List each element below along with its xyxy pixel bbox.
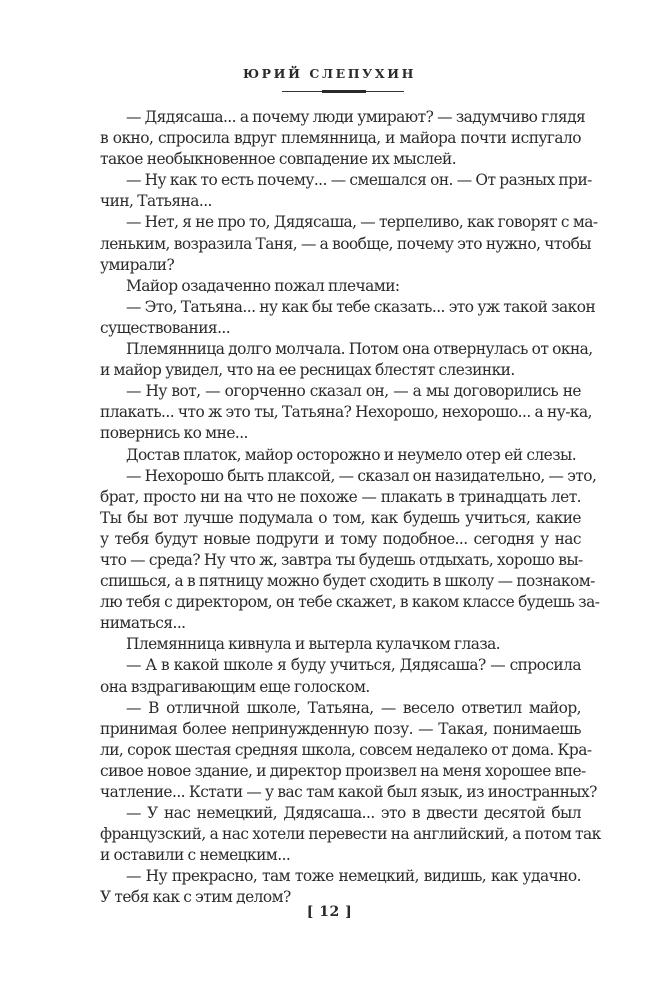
text-line: ли, сорок шестая средняя школа, совсем недалеко от дома. Кра- — [100, 740, 592, 759]
text-line: принимая более непринужденную позу. — Такая, понимаешь — [100, 719, 581, 738]
text-line: Племянница долго молчала. Потом она отвернулась от окна, — [126, 340, 593, 359]
text-line: умирали? — [100, 255, 175, 274]
text-line: спишься, а в пятницу можно будет сходить в школу — познаком- — [100, 572, 595, 591]
text-line: в окно, спросила вдруг племянница, и майора почти испугало — [100, 129, 581, 148]
text-line: такое необыкновенное совпадение их мыслей. — [100, 150, 457, 169]
page-number: [ 12 ] — [306, 904, 353, 920]
text-line: сивое новое здание, и директор произвел на меня хорошее впе- — [100, 761, 586, 780]
text-line: лю тебя с директором, он тебе скажет, в каком классе будешь за- — [100, 593, 600, 612]
text-line: у тебя будут новые подруги и тому подобное... сегодня у нас — [100, 529, 581, 548]
text-line: — Нет, я не про то, Дядясаша, — терпеливо, как говорят с ма- — [126, 213, 598, 232]
text-line: — Дядясаша... а почему люди умирают? — задумчиво глядя — [126, 108, 586, 126]
text-line: — В отличной школе, Татьяна, — весело ответил майор, — [126, 698, 581, 717]
text-line: — А в какой школе я буду учиться, Дядясаша? — спросила — [126, 656, 581, 675]
text-line: она вздрагивающим еще голоском. — [100, 677, 370, 696]
text-line: существования... — [100, 318, 231, 337]
text-line: — Ну прекрасно, там тоже немецкий, видишь, как удачно. — [126, 867, 581, 886]
text-line: Племянница кивнула и вытерла кулачком глаза. — [126, 635, 501, 654]
text-line: и оставили с немецким... — [100, 846, 291, 865]
running-head-author: ЮРИЙ СЛЕПУХИН — [242, 66, 417, 81]
text-line: — Это, Татьяна... ну как бы тебе сказать... это уж такой закон — [126, 297, 596, 316]
body-text — [100, 107, 601, 909]
header-rule-ornament — [322, 90, 366, 93]
text-line: — У нас немецкий, Дядясаша... это в двести десятой был — [126, 804, 581, 823]
text-line: — Нехорошо быть плаксой, — сказал он назидательно, — это, — [126, 466, 597, 485]
text-line: леньким, возразила Таня, — а вообще, почему это нужно, чтобы — [100, 234, 591, 253]
text-line: У тебя как с этим делом? — [100, 888, 291, 907]
text-line: ниматься... — [100, 614, 186, 633]
text-line: — Ну вот, — огорченно сказал он, — а мы договорились не — [126, 382, 581, 401]
text-line: Достав платок, майор осторожно и неумело отер ей слезы. — [126, 445, 577, 464]
text-line: — Ну как то есть почему... — смешался он. — От разных при- — [126, 171, 592, 190]
text-line: чин, Татьяна... — [100, 192, 212, 211]
text-line: Майор озадаченно пожал плечами: — [126, 276, 400, 295]
text-line: повернись ко мне... — [100, 424, 248, 443]
text-line: плакать... что ж это ты, Татьяна? Нехорошо, нехорошо... а ну-ка, — [100, 403, 592, 422]
text-line: Ты бы вот лучше подумала о том, как будешь учиться, какие — [100, 508, 581, 527]
text-line: брат, просто ни на что не похоже — плакать в тринадцать лет. — [100, 487, 581, 506]
text-line: и майор увидел, что на ее ресницах блестят слезинки. — [100, 361, 515, 380]
text-line: чатление... Кстати — у вас там какой был язык, из иностранных? — [100, 783, 597, 801]
text-line: французский, а нас хотели перевести на английский, а потом так — [100, 825, 601, 844]
text-line: что — среда? Ну что ж, завтра ты будешь отдыхать, хорошо вы- — [100, 550, 583, 569]
